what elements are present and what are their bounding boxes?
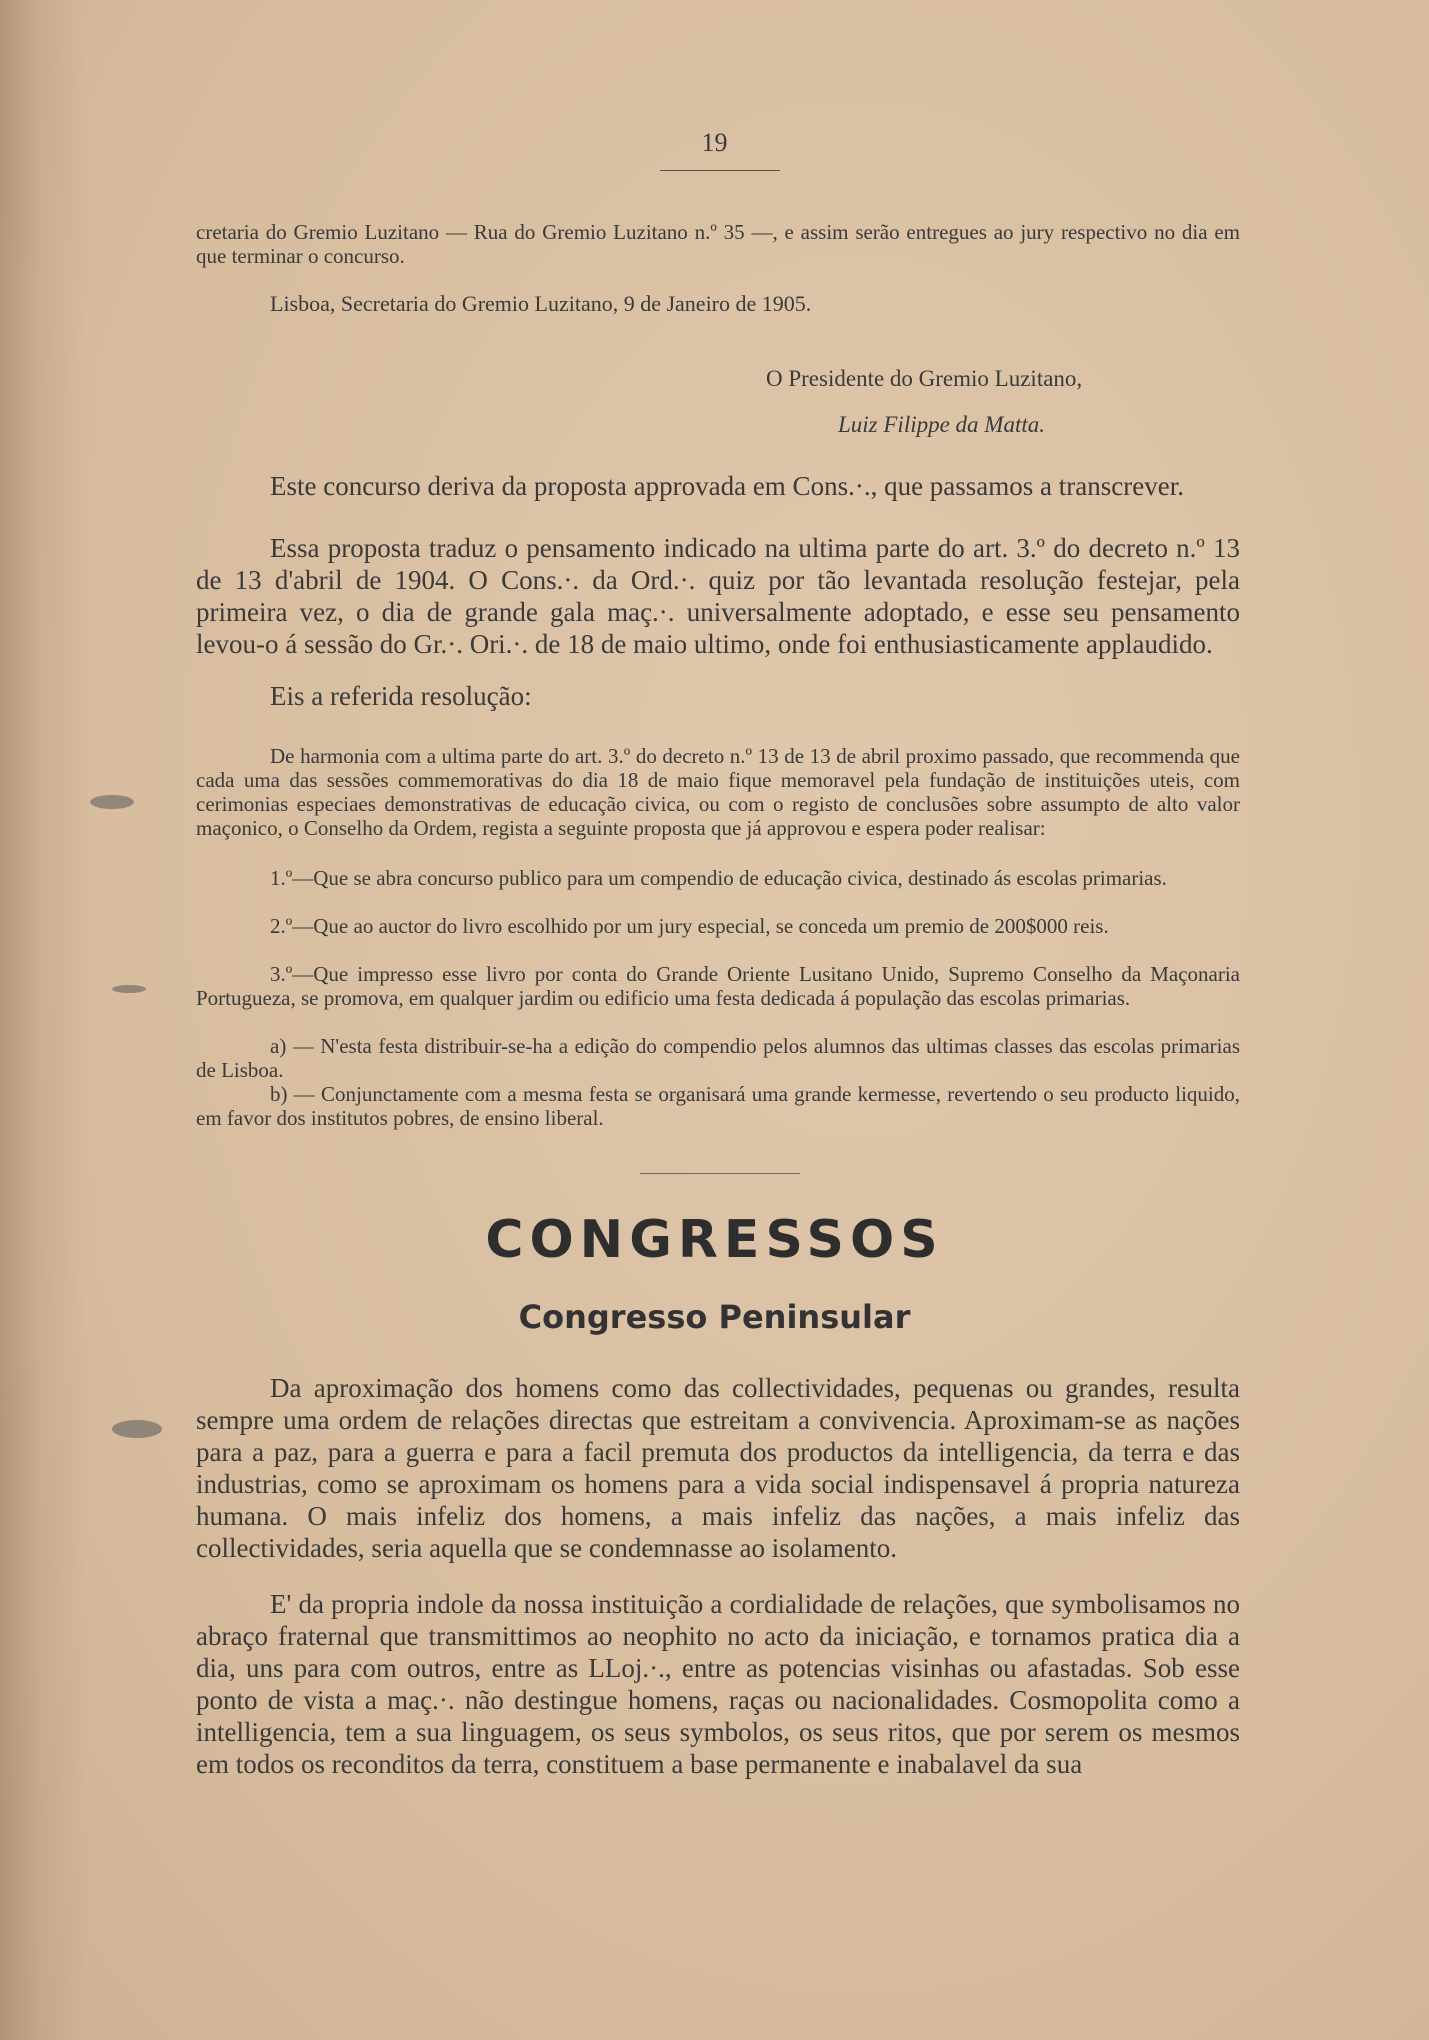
body-paragraph-2: Essa proposta traduz o pensamento indicado na ultima parte do art. 3.º do decreto n.º 13 de 13 d'abril de 1904. O Cons.·. da Ord.·. quiz por tão levantada resolução festejar, pela primeira vez, o dia de grande gala maç.·. universalmente adoptado, e esse seu pensamento levou-o á sessão do Gr.·. Ori.·. de 18 de maio ultimo, onde foi enthusiasticamente applaudido. <box>196 533 1240 659</box>
resolution-item-b: b) — Conjunctamente com a mesma festa se organisará uma grande kermesse, revertendo o seu producto liquido, em favor dos institutos pobres, de ensino liberal. <box>196 1082 1240 1130</box>
resolution-item-2: 2.º—Que ao auctor do livro escolhido por um jury especial, se conceda um premio de 200$000 reis. <box>270 914 1109 938</box>
signature-name: Luiz Filippe da Matta. <box>838 412 1045 437</box>
signature-title: O Presidente do Gremio Luzitano, <box>766 366 1083 391</box>
intro-paragraph: cretaria do Gremio Luzitano — Rua do Gremio Luzitano n.º 35 —, e assim serão entregues ao jury respectivo no dia em que terminar o concurso. <box>196 220 1240 268</box>
body-paragraph-3: Eis a referida resolução: <box>270 681 532 711</box>
resolution-item-3: 3.º—Que impresso esse livro por conta do Grande Oriente Lusitano Unido, Supremo Conselho da Maçonaria Portugueza, se promova, em qualquer jardim ou edificio uma festa dedicada á população das escolas primarias. <box>196 962 1240 1010</box>
section-subtitle: Congresso Peninsular <box>518 1298 911 1336</box>
section-title: CONGRESSOS <box>485 1210 944 1270</box>
section-paragraph-2: E' da propria indole da nossa instituição a cordialidade de relações, que symbolisamos no abraço fraternal que transmittimos ao neophito no acto da iniciação, e tornamos pratica dia a dia, uns para com outros, entre as LLoj.·., entre as potencias visinhas ou afastadas. Sob esse ponto de vista a maç.·. não destingue homens, raças ou nacionalidades. Cosmopolita como a intelligencia, tem a sua linguagem, os seus symbolos, os seus ritos, que por serem os mesmos em todos os reconditos da terra, constituem a base permanente e inabalavel da sua <box>196 1589 1240 1779</box>
page-number: 19 <box>701 128 728 157</box>
resolution-item-1: 1.º—Que se abra concurso publico para um compendio de educação civica, destinado ás escolas primarias. <box>270 866 1167 890</box>
resolution-intro: De harmonia com a ultima parte do art. 3.º do decreto n.º 13 de 13 de abril proximo passado, que recommenda que cada uma das sessões commemorativas do dia 18 de maio fique memoravel pela fundação de instituições uteis, com cerimonias especiaes demonstrativas de educação civica, ou com o registo de conclusões sobre assumpto de alto valor maçonico, o Conselho da Ordem, regista a seguinte proposta que já approvou e espera poder realisar: <box>196 744 1240 840</box>
section-separator <box>640 1173 800 1174</box>
section-paragraph-1: Da aproximação dos homens como das collectividades, pequenas ou grandes, resulta sempre uma ordem de relações directas que estreitam a convivencia. Aproximam-se as nações para a paz, para a guerra e para a facil premuta dos productos da intelligencia, da terra e das industrias, como se aproximam os homens para a vida social indispensavel á propria natureza humana. O mais infeliz dos homens, a mais infeliz das nações, a mais infeliz das collectividades, seria aquella que se condemnasse ao isolamento. <box>196 1373 1240 1563</box>
ink-stain-mark <box>90 795 134 809</box>
ink-stain-mark <box>112 985 146 993</box>
body-paragraph-1: Este concurso deriva da proposta approvada em Cons.·., que passamos a transcrever. <box>270 471 1184 501</box>
ink-stain-mark <box>112 1420 162 1438</box>
header-rule <box>660 170 780 171</box>
dateline: Lisboa, Secretaria do Gremio Luzitano, 9 de Janeiro de 1905. <box>270 291 812 316</box>
resolution-item-a: a) — N'esta festa distribuir-se-ha a edição do compendio pelos alumnos das ultimas classes das escolas primarias de Lisboa. <box>196 1034 1240 1082</box>
